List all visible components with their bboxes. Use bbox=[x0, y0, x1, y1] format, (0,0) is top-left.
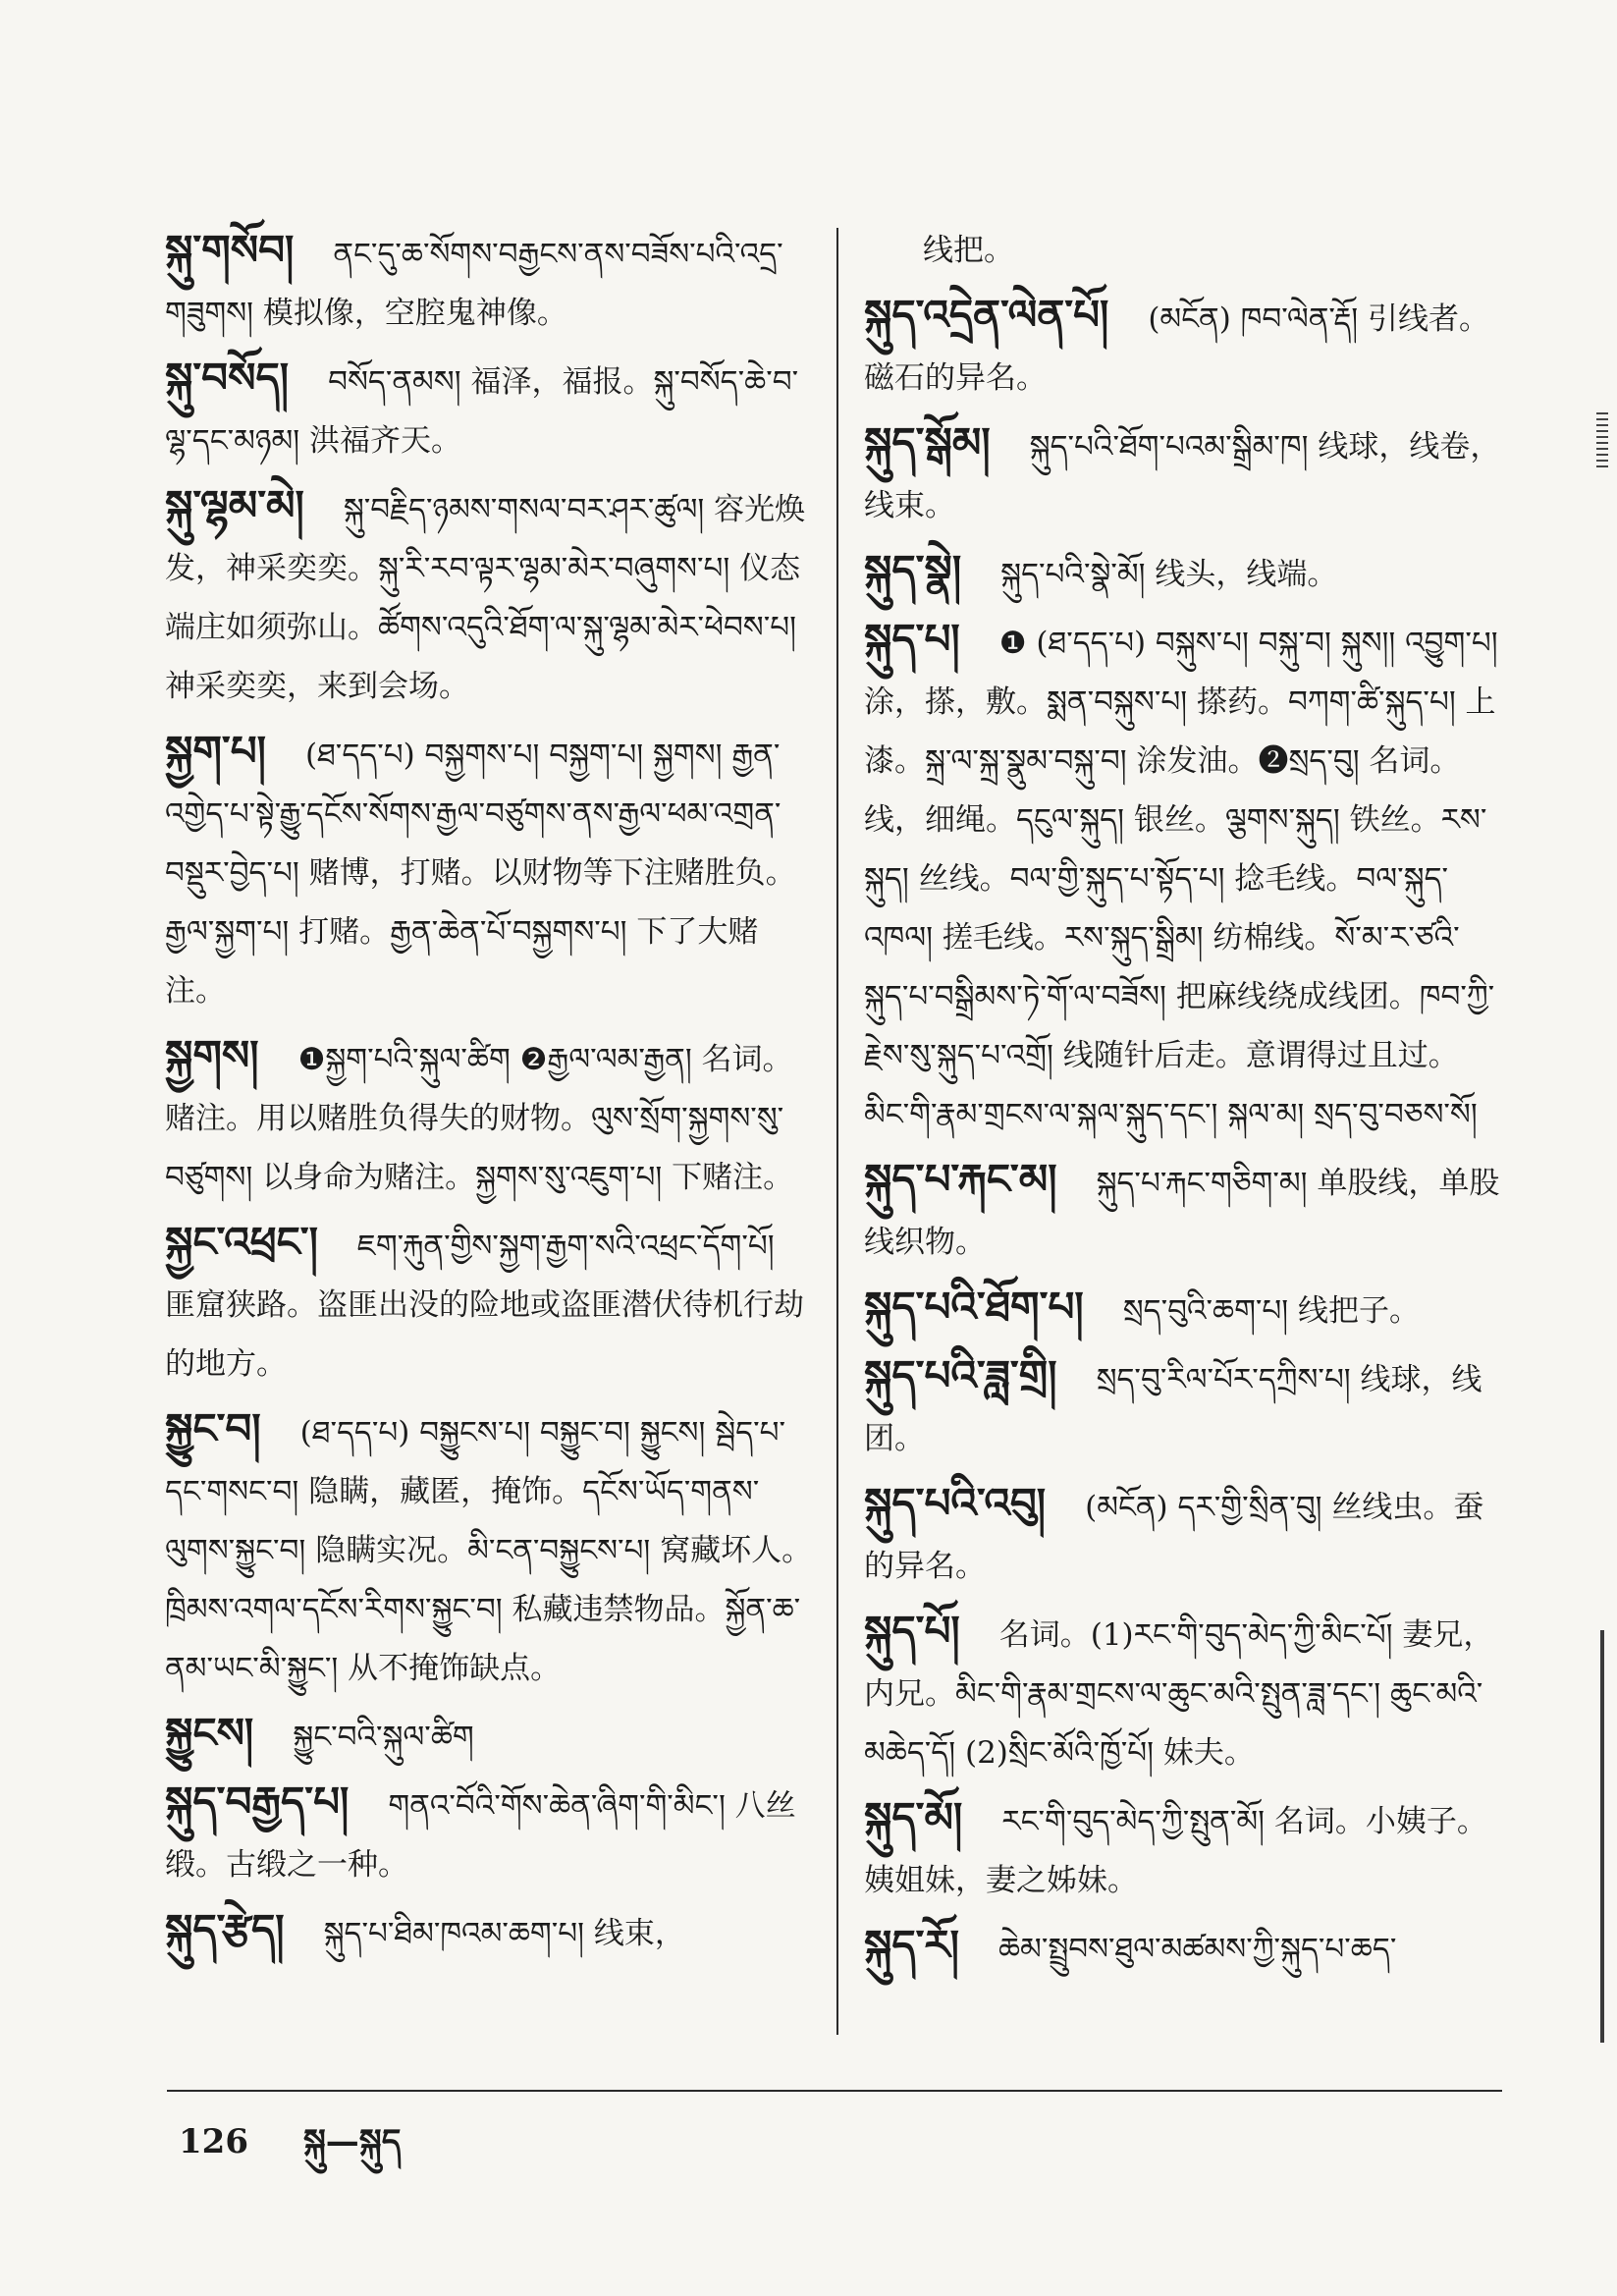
entry-headword: སྐུད་བརྒྱད་པ། bbox=[165, 1777, 350, 1826]
entry-definition: སྐྱུང་བའི་སྐུལ་ཚིག bbox=[293, 1720, 474, 1755]
dictionary-entry bbox=[864, 286, 1502, 408]
entry-headword: སྐུད་པ་རྐང་མ། bbox=[864, 1155, 1057, 1203]
entry-headword: སྐྱག་པ། bbox=[165, 727, 266, 775]
footer-rule bbox=[167, 2090, 1502, 2092]
dictionary-entry bbox=[864, 221, 1502, 280]
entry-definition: གནའ་བོའི་གོས་ཆེན་ཞིག་གི་མིང་། 八丝缎。古缎之一种。 bbox=[165, 1788, 796, 1883]
scan-edge-bar bbox=[1600, 1630, 1604, 2043]
entry-headword: སྐྱུངས། bbox=[165, 1709, 254, 1757]
dictionary-entry bbox=[864, 1278, 1502, 1340]
entry-definition: ཆེམ་སྤྲུབས་ཐུལ་མཚམས་ཀྱི་སྐུད་པ་ཆད་ bbox=[997, 1932, 1397, 1967]
entry-headword: སྐྱང་འཕྲང་། bbox=[165, 1218, 318, 1266]
entry-headword: སྐུད་འདྲེན་ལེན་པོ། bbox=[864, 291, 1109, 339]
entry-definition: རང་གི་བུད་མེད་ཀྱི་སྤུན་མོ། 名词。小姨子。姨姐妹，妻之姊妹。 bbox=[864, 1804, 1487, 1898]
entry-headword: སྐུད་པའི་འབུ། bbox=[864, 1479, 1047, 1527]
entry-definition: བསོད་ནམས། 福泽，福报。སྐུ་བསོད་ཆེ་བ་ལྷ་དང་མཉམ། 洪福齐天。 bbox=[165, 364, 799, 459]
dictionary-entry bbox=[864, 610, 1502, 1144]
dictionary-entry bbox=[165, 1213, 813, 1394]
entry-headword: སྐུད་པ། bbox=[864, 615, 960, 663]
entry-headword: སྐུད་མོ། bbox=[864, 1793, 963, 1841]
entry-headword: སྐུ་བསོད། bbox=[165, 354, 290, 402]
dictionary-entry bbox=[165, 1773, 813, 1894]
page-number: 126 bbox=[179, 2122, 248, 2161]
entry-definition: ནང་དུ་ཆ་སོགས་བརྒྱངས་ནས་བཟོས་པའི་འདྲ་གཟུགས། 模拟像，空腔鬼神像。 bbox=[165, 237, 783, 331]
entry-headword: སྐུ་ལྷམ་མེ། bbox=[165, 481, 304, 529]
entry-definition: (ཐ་དད་པ) བསྐྱགས་པ། བསྐྱག་པ། སྐྱགས། རྒྱན་འགྱེད་པ་སྟེ་རྒྱུ་དངོས་སོགས་རྒྱལ་བཙུགས་ནས་རྒྱལ་ཕམ་འགྲན་བསྡུར་བྱེད་པ། 赌博，打赌。以财物等下注赌胜负。རྒྱལ་སྐྱག་པ། 打赌。རྒྱན་ཆེན་པོ་བསྐྱགས་པ། 下了大赌注。 bbox=[165, 738, 796, 1009]
left-column bbox=[165, 221, 813, 1969]
dictionary-entry bbox=[165, 1704, 813, 1767]
entry-definition: སྐུད་པ་ཐིམ་ཁའམ་ཆག་པ། 线束， bbox=[323, 1916, 685, 1951]
dictionary-entry bbox=[165, 1900, 813, 1963]
entry-headword: སྐུད་སྒོམ། bbox=[864, 418, 991, 466]
dictionary-entry bbox=[864, 1150, 1502, 1272]
entry-headword: སྐུད་པའི་ཟླ་གྲི། bbox=[864, 1351, 1057, 1399]
dictionary-entry bbox=[165, 722, 813, 1020]
dictionary-entry bbox=[165, 1399, 813, 1698]
dictionary-entry bbox=[165, 1026, 813, 1207]
page-footer bbox=[179, 2104, 401, 2198]
dictionary-entry bbox=[864, 1474, 1502, 1596]
dictionary-entry bbox=[864, 1916, 1502, 1979]
page-range: སྐུ—སྐུད bbox=[302, 2122, 402, 2161]
entry-headword: སྐུད་པའི་ཐོག་པ། bbox=[864, 1283, 1084, 1331]
entry-definition: 线把。 bbox=[923, 233, 1014, 268]
entry-definition: སྐུད་པའི་ཐོག་པའམ་སྒྲིམ་ཁ། 线球，线卷，线束。 bbox=[864, 429, 1501, 523]
entry-definition: སྐུད་པ་རྐང་གཅིག་མ། 单股线，单股线织物。 bbox=[864, 1166, 1500, 1260]
entry-headword: སྐུད་རོ། bbox=[864, 1921, 959, 1969]
entry-headword: སྐུ་གསོབ། bbox=[165, 226, 295, 274]
dictionary-entry bbox=[864, 1602, 1502, 1782]
entry-definition: སྲད་བུའི་ཆག་པ། 线把子。 bbox=[1122, 1293, 1421, 1329]
entry-definition: སྲད་བུ་རིལ་པོར་དཀྲིས་པ། 线球，线团。 bbox=[864, 1362, 1482, 1456]
entry-definition: སྐུ་བརྗིད་ཉམས་གསལ་བར་ཤར་ཚུལ། 容光焕发，神采奕奕。སྐུ་རི་རབ་ལྟར་ལྷམ་མེར་བཞུགས་པ། 仪态端庄如须弥山。ཚོགས་འདུའི་ཐོག་ལ་སྐུ་ལྷམ་མེར་ཕེབས་པ། 神采奕奕，来到会场。 bbox=[165, 492, 806, 704]
entry-headword: སྐྱུང་བ། bbox=[165, 1404, 261, 1452]
dictionary-entry bbox=[165, 349, 813, 470]
entry-definition: ❶སྐྱག་པའི་སྐུལ་ཚིག ❷རྒྱལ་ལམ་རྒྱན། 名词。赌注。用以赌胜负得失的财物。ལུས་སྲོག་སྐྱགས་སུ་བཙུགས། 以身命为赌注。སྐྱགས་སུ་འཇུག་པ། 下赌注。 bbox=[165, 1042, 794, 1195]
dictionary-entry bbox=[165, 221, 813, 343]
dictionary-entry bbox=[864, 1788, 1502, 1910]
entry-headword: སྐྱགས། bbox=[165, 1031, 259, 1079]
dictionary-entry bbox=[864, 1346, 1502, 1468]
right-column bbox=[864, 221, 1502, 1985]
entry-definition: སྐུད་པའི་སྣེ་མོ། 线头，线端。 bbox=[1000, 557, 1338, 592]
column-divider bbox=[836, 228, 838, 2035]
entry-definition: 名词。(1)རང་གི་བུད་མེད་ཀྱི་མིང་པོ། 妻兄，内兄。མིང་གི་རྣམ་གྲངས་ལ་ཆུང་མའི་སྤུན་ཟླ་དང་། ཆུང་མའི་མཆེད་དོ། (2)སྲིང་མོའི་ཁྱོ་པོ། 妹夫。 bbox=[864, 1617, 1494, 1771]
scan-edge-marks bbox=[1596, 412, 1608, 471]
entry-definition: (ཐ་དད་པ) བསྐྱུངས་པ། བསྐྱུང་བ། སྐྱུངས། སྦེད་པ་དང་གསང་བ། 隐瞒，藏匿，掩饰。དངོས་ཡོད་གནས་ལུགས་སྐྱུང་བ། 隐瞒实况。མི་ངན་བསྐྱུངས་པ། 窝藏坏人。ཁྲིམས་འགལ་དངོས་རིགས་སྐྱུང་བ། 私藏违禁物品。སྐྱོན་ཆ་ནམ་ཡང་མི་སྐྱུང་། 从不掩饰缺点。 bbox=[165, 1415, 813, 1686]
entry-headword: སྐུད་རྩེད། bbox=[165, 1905, 285, 1953]
entry-definition: (མངོན) ཁབ་ལེན་རྡོ། 引线者。磁石的异名。 bbox=[864, 301, 1490, 396]
dictionary-entry bbox=[165, 476, 813, 716]
entry-headword: སྐུད་སྣེ། bbox=[864, 546, 962, 594]
dictionary-entry bbox=[864, 413, 1502, 535]
entry-definition: ❶ (ཐ་དད་པ) བསྐུས་པ། བསྐུ་བ། སྐུས།། འབྱུག་པ། 涂，搽，敷。སྨན་བསྐུས་པ། 搽药。བཀག་ཚི་སྐུད་པ། 上漆。སྐྲ་ལ་སྐྲ་སྣུམ་བསྐུ་བ། 涂发油。❷སྲད་བུ། 名词。线，细绳。དངུལ་སྐུད། 银丝。ལྕགས་སྐུད། 铁丝。རས་སྐུད། 丝线。བལ་གྱི་སྐུད་པ་སྟོད་པ། 捻毛线。བལ་སྐུད་འཁལ། 搓毛线。རས་སྐུད་སྒྲིམ། 纺棉线。སོ་མ་ར་ཙའི་སྐུད་པ་བསྒྲིམས་ཏེ་གོ་ལ་བཟོས། 把麻线绕成线团。ཁབ་ཀྱི་རྗེས་སུ་སྐུད་པ་འགྲོ། 线随针后走。意谓得过且过。མིང་གི་རྣམ་གྲངས་ལ་སྐལ་སྐུད་དང་། སྐལ་མ། སྲད་བུ་བཅས་སོ། bbox=[864, 626, 1498, 1132]
dictionary-entry bbox=[864, 541, 1502, 604]
entry-definition: ཇག་རྐུན་གྱིས་སྐྱག་རྒྱག་སའི་འཕྲང་དོག་པོ། 匪窟狭路。盗匪出没的险地或盗匪潜伏待机行劫的地方。 bbox=[165, 1229, 804, 1382]
entry-definition: (མངོན) དར་གྱི་སྲིན་བུ། 丝线虫。蚕的异名。 bbox=[864, 1490, 1484, 1584]
entry-headword: སྐུད་པོ། bbox=[864, 1607, 960, 1655]
